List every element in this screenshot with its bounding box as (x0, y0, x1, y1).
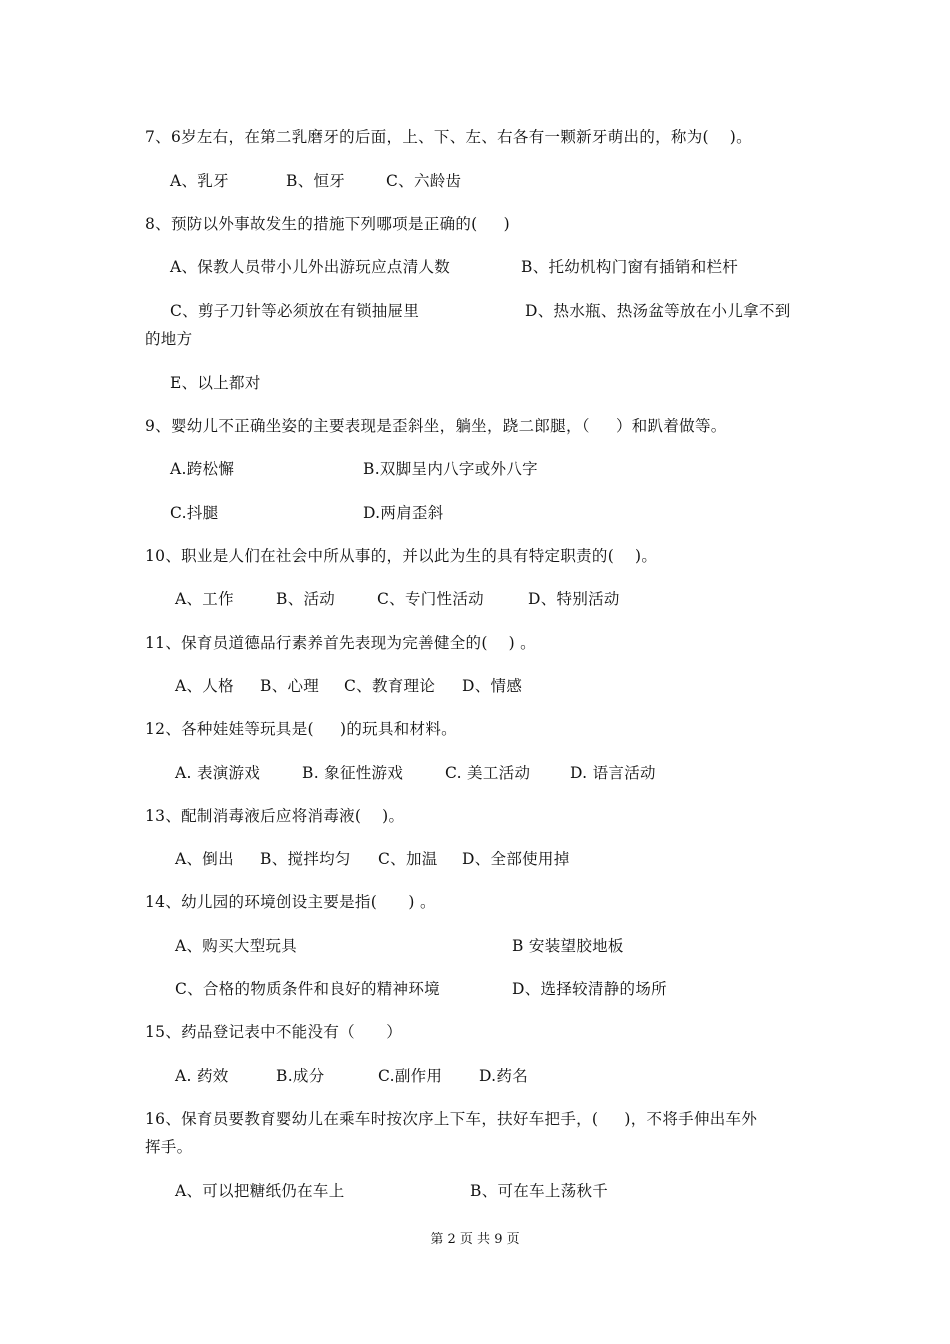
question-11-option-a: A、人格 (175, 677, 234, 695)
question-10-option-a: A、工作 (175, 590, 234, 608)
question-8-option-e: E、以上都对 (170, 374, 261, 392)
question-10-option-c: C、专门性活动 (377, 590, 484, 608)
question-13-option-c: C、加温 (378, 850, 438, 868)
question-15-stem: 15、药品登记表中不能没有（ ） (145, 1023, 403, 1041)
question-8-option-b: B、托幼机构门窗有插销和栏杆 (521, 258, 739, 276)
question-15-option-c: C.副作用 (378, 1067, 443, 1085)
question-12-option-a: A. 表演游戏 (175, 764, 261, 782)
page-footer: 第 2 页 共 9 页 (430, 1232, 520, 1247)
question-7-stem: 7、6岁左右，在第二乳磨牙的后面，上、下、左、右各有一颗新牙萌出的，称为( )。 (145, 128, 752, 146)
question-12-option-b: B. 象征性游戏 (302, 764, 404, 782)
question-8-option-c: C、剪子刀针等必须放在有锁抽屉里 (170, 302, 420, 320)
question-7-option-b: B、恒牙 (286, 172, 346, 190)
question-16-stem: 16、保育员要教育婴幼儿在乘车时按次序上下车，扶好车把手，( )，不将手伸出车外 (145, 1110, 758, 1128)
question-15-option-b: B.成分 (276, 1067, 325, 1085)
question-7-option-a: A、乳牙 (170, 172, 229, 190)
question-8-stem: 8、预防以外事故发生的措施下列哪项是正确的( ) (145, 215, 510, 233)
question-9-stem: 9、婴幼儿不正确坐姿的主要表现是歪斜坐，躺坐，跷二郎腿，（ ）和趴着做等。 (145, 417, 727, 435)
question-11-option-c: C、教育理论 (344, 677, 436, 695)
question-11-option-d: D、情感 (462, 677, 523, 695)
question-13-option-b: B、搅拌均匀 (260, 850, 351, 868)
question-14-option-d: D、选择较清静的场所 (512, 980, 667, 998)
question-9-option-c: C.抖腿 (170, 504, 219, 522)
question-8-option-d: D、热水瓶、热汤盆等放在小儿拿不到 (525, 302, 791, 320)
question-7-option-c: C、六龄齿 (386, 172, 462, 190)
question-9-option-b: B.双脚呈内八字或外八字 (363, 460, 538, 478)
question-13-option-a: A、倒出 (175, 850, 234, 868)
question-16-option-a: A、可以把糖纸仍在车上 (175, 1182, 345, 1200)
question-9-option-a: A.跨松懈 (170, 460, 235, 478)
question-16-stem-cont: 挥手。 (145, 1138, 193, 1156)
question-11-stem: 11、保育员道德品行素养首先表现为完善健全的( ) 。 (145, 634, 536, 652)
question-8-option-d-cont: 的地方 (145, 330, 193, 348)
question-12-stem: 12、各种娃娃等玩具是( )的玩具和材料。 (145, 720, 457, 738)
question-16-option-b: B、可在车上荡秋千 (470, 1182, 609, 1200)
question-11-option-b: B、心理 (260, 677, 320, 695)
question-14-option-b: B 安装望胶地板 (512, 937, 624, 955)
question-8-option-a: A、保教人员带小儿外出游玩应点清人数 (170, 258, 451, 276)
question-14-stem: 14、幼儿园的环境创设主要是指( ) 。 (145, 893, 436, 911)
question-13-option-d: D、全部使用掉 (462, 850, 570, 868)
question-10-option-d: D、特别活动 (528, 590, 620, 608)
question-12-option-d: D. 语言活动 (570, 764, 656, 782)
question-14-option-c: C、合格的物质条件和良好的精神环境 (175, 980, 440, 998)
question-10-stem: 10、职业是人们在社会中所从事的，并以此为生的具有特定职责的( )。 (145, 547, 658, 565)
question-14-option-a: A、购买大型玩具 (175, 937, 298, 955)
question-12-option-c: C. 美工活动 (445, 764, 531, 782)
question-15-option-a: A. 药效 (175, 1067, 229, 1085)
question-10-option-b: B、活动 (276, 590, 336, 608)
question-9-option-d: D.两肩歪斜 (363, 504, 444, 522)
question-13-stem: 13、配制消毒液后应将消毒液( )。 (145, 807, 405, 825)
question-15-option-d: D.药名 (479, 1067, 529, 1085)
